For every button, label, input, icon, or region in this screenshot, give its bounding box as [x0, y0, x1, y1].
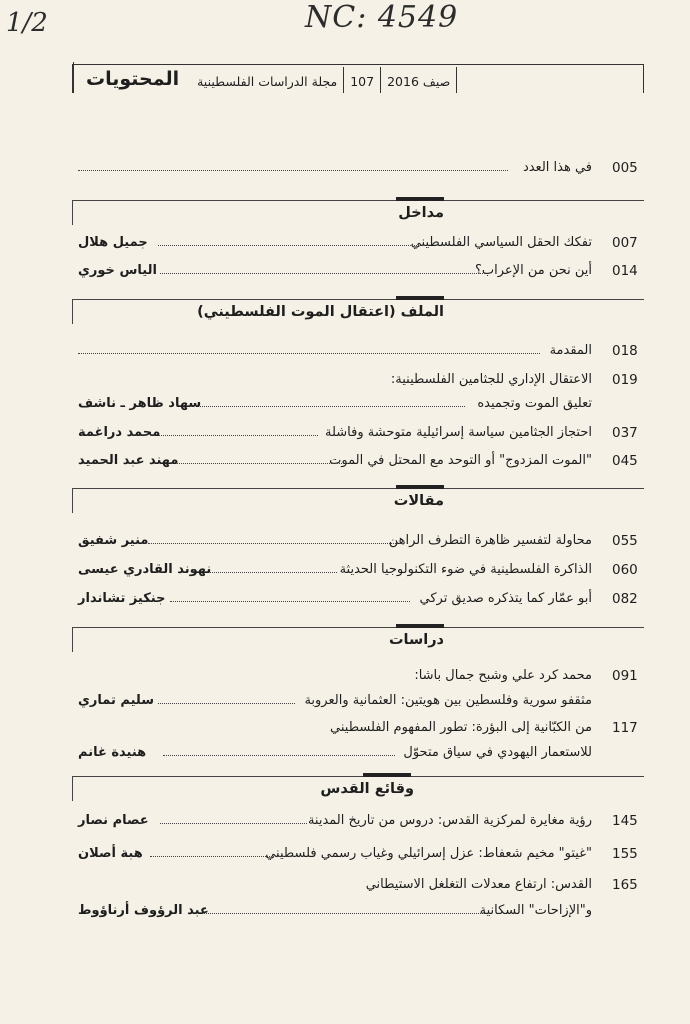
section-title: الملف (اعتقال الموت الفلسطيني)	[197, 304, 444, 320]
leader-dots	[163, 755, 395, 756]
entry-title-line2: مثقفو سورية وفلسطين بين هويتين: العثمانية والعروبة	[304, 693, 592, 708]
section-bar	[396, 624, 444, 628]
entry-author: منير شفيق	[78, 533, 149, 548]
entry-page: 037	[612, 425, 638, 441]
entry-page: 145	[612, 813, 638, 829]
leader-dots	[158, 435, 318, 436]
entry-title: المقدمة	[549, 343, 592, 358]
entry-author: محمد دراغمة	[78, 425, 161, 440]
toc-entry-continuation[interactable]	[78, 396, 640, 416]
entry-title-line2: تعليق الموت وتجميده	[477, 396, 592, 411]
journal-name: مجلة الدراسات الفلسطينية	[191, 67, 344, 93]
entry-title: تفكك الحقل السياسي الفلسطيني	[410, 235, 592, 250]
entry-page: 091	[612, 668, 638, 684]
entry-title: "غيتو" مخيم شعفاط: عزل إسرائيلي وغياب رسمي فلسطيني	[265, 846, 592, 861]
entry-title: محاولة لتفسير ظاهرة التطرف الراهن	[388, 533, 592, 548]
entry-page: 055	[612, 533, 638, 549]
entry-page: 018	[612, 343, 638, 359]
entry-title-line2: و"الإزاحات" السكانية	[479, 903, 592, 918]
entry-title: الاعتقال الإداري للجثامين الفلسطينية:	[390, 372, 592, 387]
entry-page: 045	[612, 453, 638, 469]
leader-dots	[148, 543, 400, 544]
entry-author: سهاد ظاهر ـ ناشف	[78, 396, 202, 411]
entry-title: أين نحن من الإعراب؟	[475, 263, 592, 278]
toc-entry[interactable]	[78, 668, 640, 688]
toc-entry[interactable]	[78, 235, 640, 255]
toc-entry[interactable]	[78, 372, 640, 392]
contents-title: المحتويات	[73, 62, 191, 93]
section-bar	[396, 296, 444, 300]
leader-dots	[173, 463, 350, 464]
issue-number: 107	[344, 67, 381, 93]
entry-author: جميل هلال	[78, 235, 148, 250]
toc-entry[interactable]	[78, 453, 640, 473]
entry-author: سليم تماري	[78, 693, 154, 708]
leader-dots	[200, 572, 337, 573]
toc-entry-continuation[interactable]	[78, 693, 640, 713]
entry-author: نهوند القادري عيسى	[78, 562, 212, 577]
entry-title: القدس: ارتفاع معدلات التغلغل الاستيطاني	[365, 877, 592, 892]
leader-dots	[160, 823, 307, 824]
section-title: مقالات	[393, 493, 444, 509]
entry-title: الذاكرة الفلسطينية في ضوء التكنولوجيا الحديثة	[339, 562, 592, 577]
section-madakhil	[72, 200, 644, 225]
leader-dots	[158, 245, 425, 246]
entry-title: احتجاز الجثامين سياسة إسرائيلية متوحشة وفاشلة	[325, 425, 592, 440]
section-bar	[363, 773, 411, 777]
toc-entry[interactable]	[78, 562, 640, 582]
toc-entry[interactable]	[78, 877, 640, 897]
handwritten-page-note: 1/2	[6, 8, 48, 38]
entry-author: عبد الرؤوف أرناؤوط	[78, 903, 209, 918]
entry-page: 060	[612, 562, 638, 578]
entry-author: عصام نصار	[78, 813, 149, 828]
entry-title: "الموت المزدوج" أو التوحد مع المحتل في الموت	[329, 453, 592, 468]
leader-dots	[170, 601, 410, 602]
leader-dots	[150, 856, 300, 857]
leader-dots	[160, 273, 485, 274]
entry-title: محمد كرد علي وشبح جمال باشا:	[414, 668, 592, 683]
leader-dots	[196, 406, 465, 407]
toc-entry[interactable]	[78, 846, 640, 866]
section-dirasat	[72, 627, 644, 652]
entry-page: 082	[612, 591, 638, 607]
toc-entry[interactable]	[78, 591, 640, 611]
issue-season: صيف 2016	[381, 67, 457, 93]
entry-page: 007	[612, 235, 638, 251]
section-maqalat	[72, 488, 644, 513]
entry-page: 019	[612, 372, 638, 388]
entry-page: 165	[612, 877, 638, 893]
entry-page: 014	[612, 263, 638, 279]
entry-title-line2: للاستعمار اليهودي في سياق متحوّل	[403, 745, 592, 760]
entry-title: رؤية مغايرة لمركزية القدس: دروس من تاريخ المدينة	[307, 813, 592, 828]
entry-author: هنيدة غانم	[78, 745, 147, 760]
leader-dots	[78, 170, 508, 171]
entry-page: 005	[612, 160, 638, 176]
toc-entry[interactable]	[78, 263, 640, 283]
leader-dots	[201, 913, 485, 914]
toc-entry[interactable]	[78, 720, 640, 740]
section-waqai-alquds	[72, 776, 644, 801]
toc-entry[interactable]	[78, 343, 640, 363]
entry-author: جنكيز تشاندار	[78, 591, 166, 606]
section-malaf	[72, 299, 644, 324]
entry-page: 117	[612, 720, 638, 736]
contents-header	[72, 64, 644, 93]
section-bar	[396, 485, 444, 489]
entry-author: الياس خوري	[78, 263, 157, 278]
handwritten-catalog-number: NC: 4549	[305, 0, 459, 35]
entry-title: أبو عمّار كما يتذكره صديق تركي	[419, 591, 592, 606]
toc-entry[interactable]	[78, 425, 640, 445]
section-bar	[396, 197, 444, 201]
leader-dots	[78, 353, 540, 354]
toc-entry[interactable]	[78, 813, 640, 833]
entry-title: في هذا العدد	[522, 160, 592, 175]
toc-entry-continuation[interactable]	[78, 745, 640, 765]
entry-author: هبة أصلان	[78, 846, 143, 861]
entry-title: من الكبّانية إلى البؤرة: تطور المفهوم الفلسطيني	[330, 720, 592, 735]
toc-entry-intro[interactable]	[78, 160, 640, 180]
section-title: مداخل	[398, 205, 444, 221]
toc-entry[interactable]	[78, 533, 640, 553]
toc-entry-continuation[interactable]	[78, 903, 640, 923]
entry-author: مهند عبد الحميد	[78, 453, 179, 468]
section-title: دراسات	[388, 632, 444, 648]
leader-dots	[158, 703, 295, 704]
section-title: وقائع القدس	[320, 781, 414, 797]
entry-page: 155	[612, 846, 638, 862]
